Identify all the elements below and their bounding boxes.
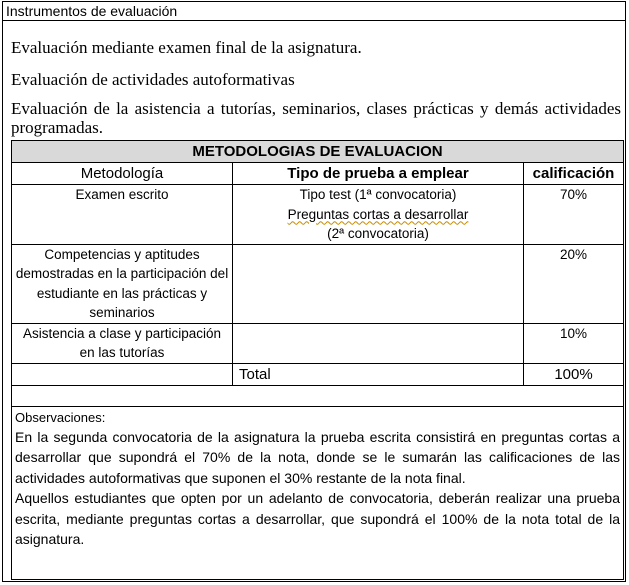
table-row [12,323,624,363]
table-title: METODOLOGIAS DE EVALUACION [12,141,624,163]
column-header-metodologia: Metodología [12,163,233,185]
cell-metodologia: Competencias y aptitudes demostradas en la participación del estudiante en las prácticas y seminarios [12,244,233,323]
tipo-line: (2ª convocatoria) [327,226,429,241]
evaluation-section [2,1,626,582]
cell-empty [12,385,624,406]
cell-tipo [233,185,524,245]
tipo-line-spellcheck: Preguntas cortas a desarrollar [287,206,469,222]
table-header-row [12,163,624,185]
table-spacer-row [12,385,624,406]
paragraph-self-training: Evaluación de actividades autoformativas [11,70,295,89]
observaciones-cell [12,406,624,579]
column-header-tipo: Tipo de prueba a emplear [233,163,524,185]
total-value: 100% [524,363,624,385]
cell-calificacion: 10% [524,323,624,363]
table-total-row [12,363,624,385]
section-header: Instrumentos de evaluación [3,2,625,21]
tipo-line: Tipo test (1ª convocatoria) [299,187,457,202]
observaciones-label: Observaciones: [15,409,106,425]
evaluation-methods-table [11,140,624,580]
cell-calificacion: 70% [524,185,624,245]
column-header-calificacion: calificación [524,163,624,185]
table-row [12,244,624,323]
observaciones-paragraph: En la segunda convocatoria de la asignatura la prueba escrita consistirá en preguntas cortas a desarrollar que supondrá el 70% de la nota, donde se le sumarán las calificaciones de las actividades autoformativas que suponen el 30% restante de la nota final. [15,428,620,486]
observaciones-row [12,406,624,579]
paragraph-attendance: Evaluación de la asistencia a tutorías, seminarios, clases prácticas y demás actividades programadas. [11,99,621,137]
paragraph-final-exam: Evaluación mediante examen final de la asignatura. [11,38,362,57]
observaciones-paragraph: Aquellos estudiantes que opten por un adelanto de convocatoria, deberán realizar una prueba escrita, mediante preguntas cortas a desarrollar, que supondrá el 100% de la nota total de la asignatura. [15,490,620,547]
cell-tipo [233,323,524,363]
total-label: Total [233,363,524,385]
cell-tipo [233,244,524,323]
cell-empty [12,363,233,385]
table-title-row [12,141,624,163]
cell-metodologia: Asistencia a clase y participación en las tutorías [12,323,233,363]
cell-metodologia: Examen escrito [12,185,233,245]
table-row [12,185,624,245]
cell-calificacion: 20% [524,244,624,323]
